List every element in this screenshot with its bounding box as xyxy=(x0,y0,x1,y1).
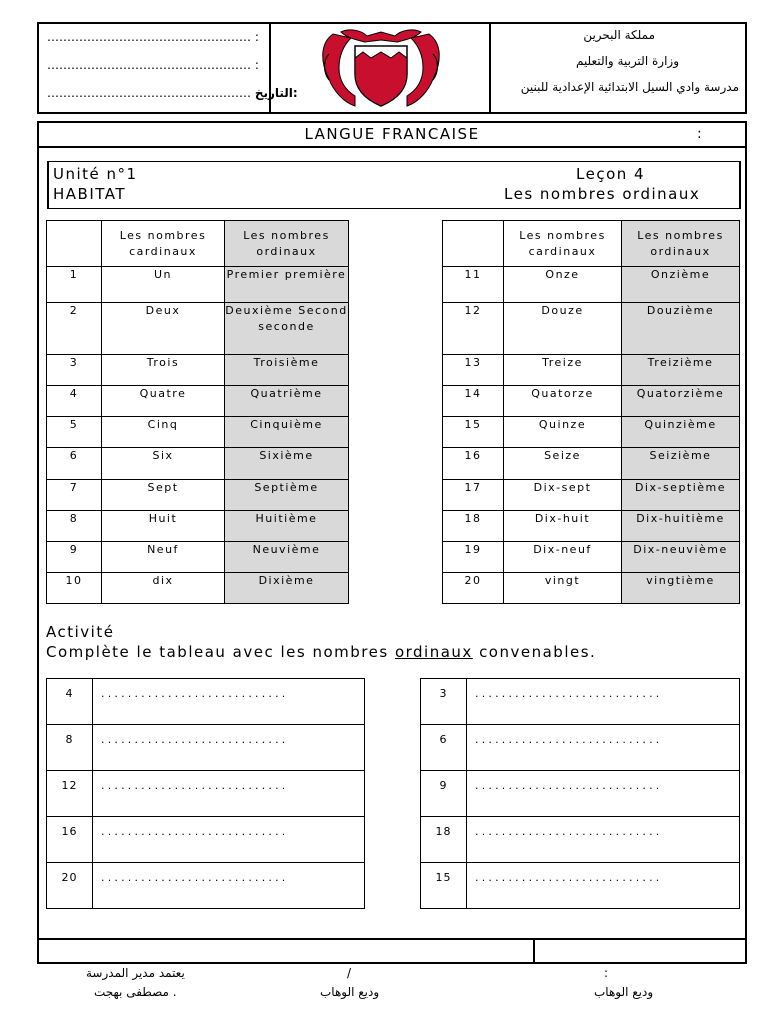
ordinal-cell: Seizième xyxy=(622,448,740,480)
answer-blank[interactable]: ............................ xyxy=(93,771,365,817)
table-row xyxy=(47,542,349,573)
bottom-divider xyxy=(533,940,535,962)
cardinal-cell: Douze xyxy=(504,303,622,355)
cardinal-cell: Huit xyxy=(102,511,225,542)
table-row xyxy=(443,417,740,448)
cardinal-cell: Dix-huit xyxy=(504,511,622,542)
ordinal-cell: Deuxième Second seconde xyxy=(225,303,349,355)
row-number: 7 xyxy=(47,480,102,511)
ordinal-cell: Douzième xyxy=(622,303,740,355)
table-row xyxy=(443,267,740,303)
table-row xyxy=(47,417,349,448)
exercise-row xyxy=(421,863,740,909)
answer-blank[interactable]: ............................ xyxy=(93,725,365,771)
ordinal-cell: Quatrième xyxy=(225,386,349,417)
header-field-2: …………………………………………… : xyxy=(47,58,259,72)
ordinal-cell: Premier première xyxy=(225,267,349,303)
cardinal-cell: Cinq xyxy=(102,417,225,448)
exercise-row xyxy=(421,679,740,725)
row-number: 1 xyxy=(47,267,102,303)
row-number: 3 xyxy=(47,355,102,386)
principal-name: . مصطفى بهجت xyxy=(94,985,177,999)
cardinal-cell: Trois xyxy=(102,355,225,386)
ordinal-cell: Sixième xyxy=(225,448,349,480)
header-box xyxy=(37,22,747,114)
table-row xyxy=(47,480,349,511)
cardinal-cell: vingt xyxy=(504,573,622,604)
ordinal-cell: Dixième xyxy=(225,573,349,604)
answer-blank[interactable]: ............................ xyxy=(93,817,365,863)
row-number: 5 xyxy=(47,417,102,448)
middle-slash: / xyxy=(347,966,352,980)
exercise-row xyxy=(421,771,740,817)
row-number: 14 xyxy=(443,386,504,417)
row-number: 19 xyxy=(443,542,504,573)
unit-theme: HABITAT xyxy=(53,185,127,203)
header-fields xyxy=(39,24,298,112)
cardinal-cell: Neuf xyxy=(102,542,225,573)
exercise-number: 18 xyxy=(421,817,467,863)
exercise-number: 4 xyxy=(47,679,93,725)
header-cardinal: Les nombres cardinaux xyxy=(102,221,225,267)
exercise-row xyxy=(47,863,365,909)
exercise-row xyxy=(47,679,365,725)
cardinal-cell: Onze xyxy=(504,267,622,303)
row-number: 17 xyxy=(443,480,504,511)
row-number: 16 xyxy=(443,448,504,480)
exercise-table-right xyxy=(420,678,740,909)
answer-blank[interactable]: ............................ xyxy=(467,817,740,863)
row-number: 12 xyxy=(443,303,504,355)
cardinal-cell: Un xyxy=(102,267,225,303)
worksheet-frame xyxy=(37,121,747,940)
header-field-1: …………………………………………… : xyxy=(47,30,259,44)
exercise-row xyxy=(421,817,740,863)
answer-blank[interactable]: ............................ xyxy=(93,679,365,725)
table-row xyxy=(443,448,740,480)
emblem-cell xyxy=(271,24,491,112)
exercise-number: 12 xyxy=(47,771,93,817)
row-number: 15 xyxy=(443,417,504,448)
table-row xyxy=(443,386,740,417)
ordinal-cell: Dix-septième xyxy=(622,480,740,511)
table-row xyxy=(443,511,740,542)
answer-blank[interactable]: ............................ xyxy=(93,863,365,909)
ordinal-cell: Quinzième xyxy=(622,417,740,448)
header-empty-cell xyxy=(47,221,102,267)
unit-box xyxy=(47,161,741,209)
table-row xyxy=(47,303,349,355)
row-number: 10 xyxy=(47,573,102,604)
header-ordinal: Les nombres ordinaux xyxy=(622,221,740,267)
principal-approval: يعتمد مدير المدرسة xyxy=(86,966,185,980)
activity-heading: Activité xyxy=(46,623,115,641)
teacher-name-right: وديع الوهاب xyxy=(594,985,654,999)
answer-blank[interactable]: ............................ xyxy=(467,863,740,909)
lesson-title: Les nombres ordinaux xyxy=(504,185,701,203)
ordinal-cell: Septième xyxy=(225,480,349,511)
underlined-word: ordinaux xyxy=(394,643,473,661)
exercise-number: 16 xyxy=(47,817,93,863)
table-header-row xyxy=(47,221,349,267)
exercise-number: 15 xyxy=(421,863,467,909)
cardinal-cell: dix xyxy=(102,573,225,604)
table-header-row xyxy=(443,221,740,267)
table-row xyxy=(47,267,349,303)
header-date-field: …………………………………………… التاريخ: xyxy=(47,86,298,100)
exercise-number: 6 xyxy=(421,725,467,771)
ordinal-cell: Quatorzième xyxy=(622,386,740,417)
table-row xyxy=(47,573,349,604)
row-number: 4 xyxy=(47,386,102,417)
row-number: 11 xyxy=(443,267,504,303)
table-row xyxy=(443,573,740,604)
table-row xyxy=(47,355,349,386)
ordinal-cell: Dix-neuvième xyxy=(622,542,740,573)
table-row xyxy=(47,511,349,542)
numbers-table-right xyxy=(442,220,740,604)
exercise-number: 9 xyxy=(421,771,467,817)
exercise-row xyxy=(47,725,365,771)
ordinal-cell: Onzième xyxy=(622,267,740,303)
lesson-number: Leçon 4 xyxy=(576,165,646,183)
ordinal-cell: Treizième xyxy=(622,355,740,386)
cardinal-cell: Seize xyxy=(504,448,622,480)
table-row xyxy=(443,355,740,386)
cardinal-cell: Quatorze xyxy=(504,386,622,417)
kingdom-name: مملكة البحرين xyxy=(583,28,655,42)
exercise-number: 3 xyxy=(421,679,467,725)
row-number: 8 xyxy=(47,511,102,542)
title-bar xyxy=(39,123,745,148)
ministry-name: وزارة التربية والتعليم xyxy=(575,54,679,68)
table-row xyxy=(443,303,740,355)
table-row xyxy=(443,480,740,511)
teacher-name-middle: وديع الوهاب xyxy=(320,985,380,999)
table-row xyxy=(443,542,740,573)
table-row xyxy=(47,386,349,417)
unit-number: Unité n°1 xyxy=(53,165,138,183)
row-number: 13 xyxy=(443,355,504,386)
ordinal-cell: vingtième xyxy=(622,573,740,604)
row-number: 6 xyxy=(47,448,102,480)
row-number: 18 xyxy=(443,511,504,542)
cardinal-cell: Sept xyxy=(102,480,225,511)
row-number: 9 xyxy=(47,542,102,573)
table-row xyxy=(47,448,349,480)
cardinal-cell: Deux xyxy=(102,303,225,355)
answer-blank[interactable]: ............................ xyxy=(467,679,740,725)
cardinal-cell: Quatre xyxy=(102,386,225,417)
ordinal-cell: Huitième xyxy=(225,511,349,542)
cardinal-cell: Six xyxy=(102,448,225,480)
exercise-number: 20 xyxy=(47,863,93,909)
activity-instruction: Complète le tableau avec les nombres ordinaux convenables. xyxy=(46,643,597,661)
ordinal-cell: Cinquième xyxy=(225,417,349,448)
row-number: 2 xyxy=(47,303,102,355)
footer-colon: : xyxy=(604,966,609,980)
cardinal-cell: Dix-sept xyxy=(504,480,622,511)
page-title: LANGUE FRANCAISE xyxy=(304,125,480,143)
ordinal-cell: Troisième xyxy=(225,355,349,386)
school-name: مدرسة وادي السيل الابتدائية الإعدادية للبنين xyxy=(520,80,739,94)
exercise-table-left xyxy=(46,678,365,909)
header-institution xyxy=(491,24,745,112)
numbers-table-left xyxy=(46,220,349,604)
ordinal-cell: Dix-huitième xyxy=(622,511,740,542)
coat-of-arms-icon xyxy=(271,24,491,112)
title-colon: : xyxy=(697,126,702,142)
exercise-number: 8 xyxy=(47,725,93,771)
ordinal-cell: Neuvième xyxy=(225,542,349,573)
header-cardinal: Les nombres cardinaux xyxy=(504,221,622,267)
exercise-row xyxy=(47,817,365,863)
answer-blank[interactable]: ............................ xyxy=(467,771,740,817)
header-ordinal: Les nombres ordinaux xyxy=(225,221,349,267)
row-number: 20 xyxy=(443,573,504,604)
answer-blank[interactable]: ............................ xyxy=(467,725,740,771)
cardinal-cell: Treize xyxy=(504,355,622,386)
bottom-box xyxy=(37,940,747,964)
exercise-row xyxy=(47,771,365,817)
exercise-row xyxy=(421,725,740,771)
header-empty-cell xyxy=(443,221,504,267)
cardinal-cell: Quinze xyxy=(504,417,622,448)
cardinal-cell: Dix-neuf xyxy=(504,542,622,573)
